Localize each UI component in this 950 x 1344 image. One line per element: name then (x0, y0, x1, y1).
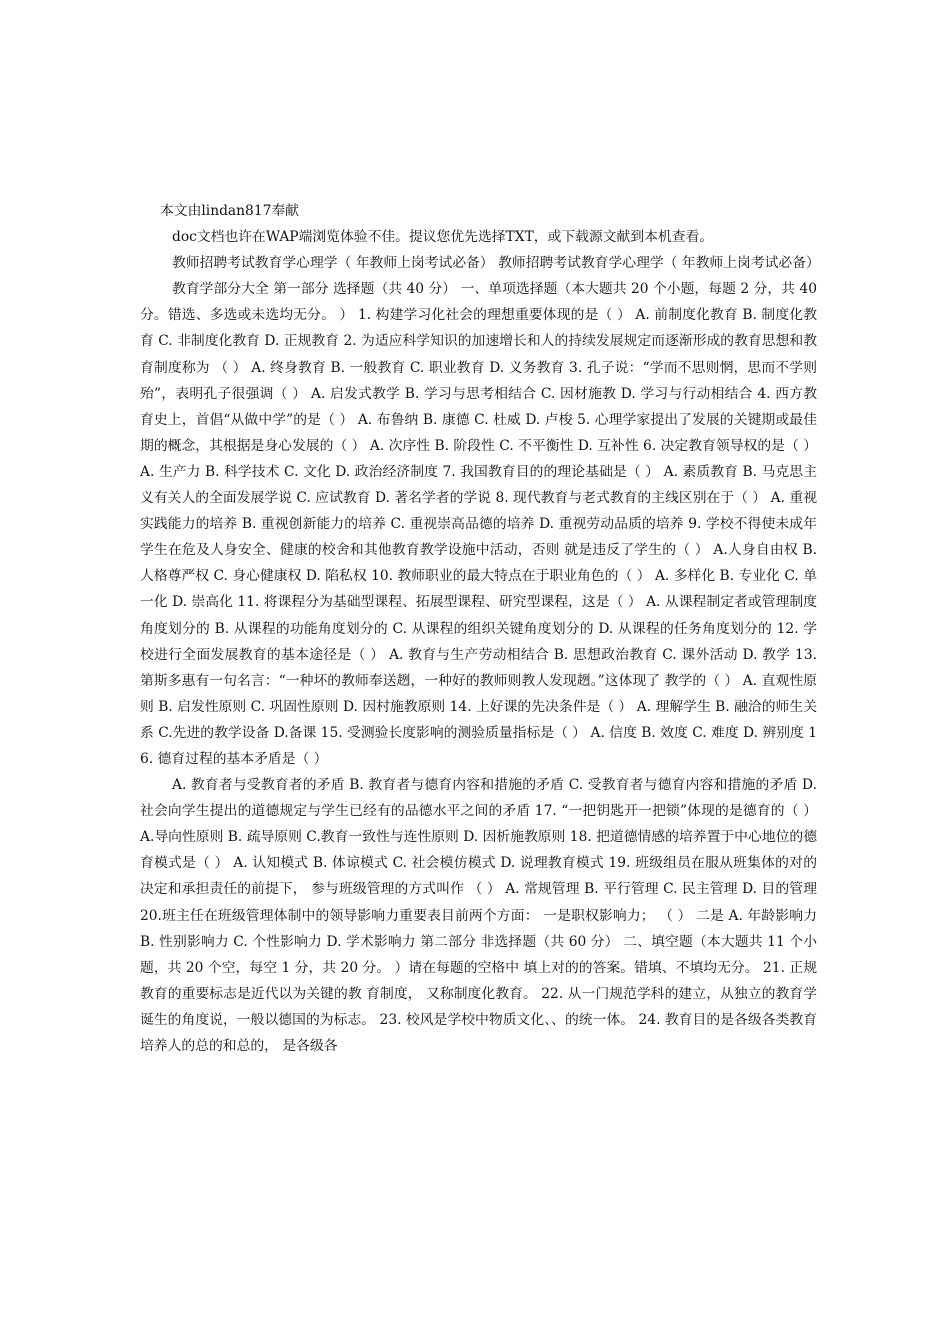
document-body (140, 198, 820, 1059)
body-paragraph-2: A. 教育者与受教育者的矛盾 B. 教育者与德育内容和措施的矛盾 C. 受教育者与德育内容和措施的矛盾 D. 社会向学生提出的道德规定与学生已经有的品德水平之间的矛盾 17. “一把钥匙开一把锁”体现的是德育的（ ） A.导向性原则 B. 疏导原则 C.教育一致性与连性原则 D. 因析施教原则 18. 把道德情感的培养置于中心地位的德育模式是（ ） A. 认知模式 B. 体谅模式 C. 社会模仿模式 D. 说理教育模式 19. 班级组员在服从班集体的对的决定和承担责任的前提下， 参与班级管理的方式叫作 （ ） A. 常规管理 B. 平行管理 C. 民主管理 D. 目的管理 20.班主任在班级管理体制中的领导影响力重要表目前两个方面： 一是职权影响力； （ ） 二是 A. 年龄影响力 B. 性别影响力 C. 个性影响力 D. 学术影响力 第二部分 非选择题（共 60 分） 二、填空题（本大题共 11 个小题，共 20 个空，每空 1 分，共 20 分。 ）请在每题的空格中 填上对的的答案。错填、不填均无分。 21. 正规教育的重要标志是近代以为关键的教 育制度， 又称制度化教育。 22. 从一门规范学科的建立，从独立的教育学诞生的角度说，一般以德国的为标志。 23. 校风是学校中物质文化、、的统一体。 24. 教育目的是各级各类教育培养人的总的和总的， 是各级各 (140, 777, 817, 1054)
document-title: 教师招聘考试教育学心理学（ 年教师上岗考试必备） 教师招聘考试教育学心理学（ 年教师上岗考试必备） (172, 255, 820, 272)
contributor-line: 本文由lindan817奉献 (160, 203, 299, 219)
wap-notice: doc文档也许在WAP端浏览体验不佳。提议您优先选择TXT，或下载源文献到本机查看。 (172, 229, 714, 246)
body-paragraph-1: 教育学部分大全 第一部分 选择题（共 40 分） 一、单项选择题（本大题共 20 个小题，每题 2 分，共 40 分。错选、多选或未选均无分。 ） 1. 构建学习化社会的理想重要体现的是（ ） A. 前制度化教育 B. 制度化教育 C. 非制度化教育 D. 正规教育 2. 为适应科学知识的加速增长和人的持续发展规定而逐渐形成的教育思想和教育制度称为 （ ） A. 终身教育 B. 一般教育 C. 职业教育 D. 义务教育 3. 孔子说：“学而不思则惘，思而不学则殆”，表明孔子很强调（ ） A. 启发式教学 B. 学习与思考相结合 C. 因材施教 D. 学习与行动相结合 4. 西方教育史上，首倡“从做中学”的是（ ） A. 布鲁纳 B. 康德 C. 杜威 D. 卢梭 5. 心理学家提出了发展的关键期或最佳期的概念，其根据是身心发展的（ ） A. 次序性 B. 阶段性 C. 不平衡性 D. 互补性 6. 决定教育领导权的是（ ） A. 生产力 B. 科学技术 C. 文化 D. 政治经济制度 7. 我国教育目的的理论基础是（ ） A. 素质教育 B. 马克思主义有关人的全面发展学说 C. 应试教育 D. 著名学者的学说 8. 现代教育与老式教育的主线区别在于（ ） A. 重视实践能力的培养 B. 重视创新能力的培养 C. 重视崇高品德的培养 D. 重视劳动品质的培养 9. 学校不得使未成年学生在危及人身安全、健康的校舍和其他教育教学设施中活动，否则 就是违反了学生的（ ） A.人身自由权 B. 人格尊严权 C. 身心健康权 D. 陷私权 10. 教师职业的最大特点在于职业角色的（ ） A. 多样化 B. 专业化 C. 单一化 D. 崇高化 11. 将课程分为基础型课程、拓展型课程、研究型课程，这是（ ） A. 从课程制定者或管理制度角度划分的 B. 从课程的功能角度划分的 C. 从课程的组织关键角度划分的 D. 从课程的任务角度划分的 12. 学校进行全面发展教育的基本途径是（ ） A. 教育与生产劳动相结合 B. 思想政治教育 C. 课外活动 D. 教学 13. 第斯多惠有一句名言：“一种坏的教师奉送趔，一种好的教师则教人发现趔。”这体现了 教学的（ ） A. 直观性原则 B. 启发性原则 C. 巩固性原则 D. 因村施教原则 14. 上好课的先决条件是（ ） A. 理解学生 B. 融洽的师生关系 C.先进的教学设备 D.备课 15. 受测验长度影响的测验质量指标是（ ） A. 信度 B. 效度 C. 难度 D. 辨别度 16. 德育过程的基本矛盾是（ ） (140, 281, 817, 767)
